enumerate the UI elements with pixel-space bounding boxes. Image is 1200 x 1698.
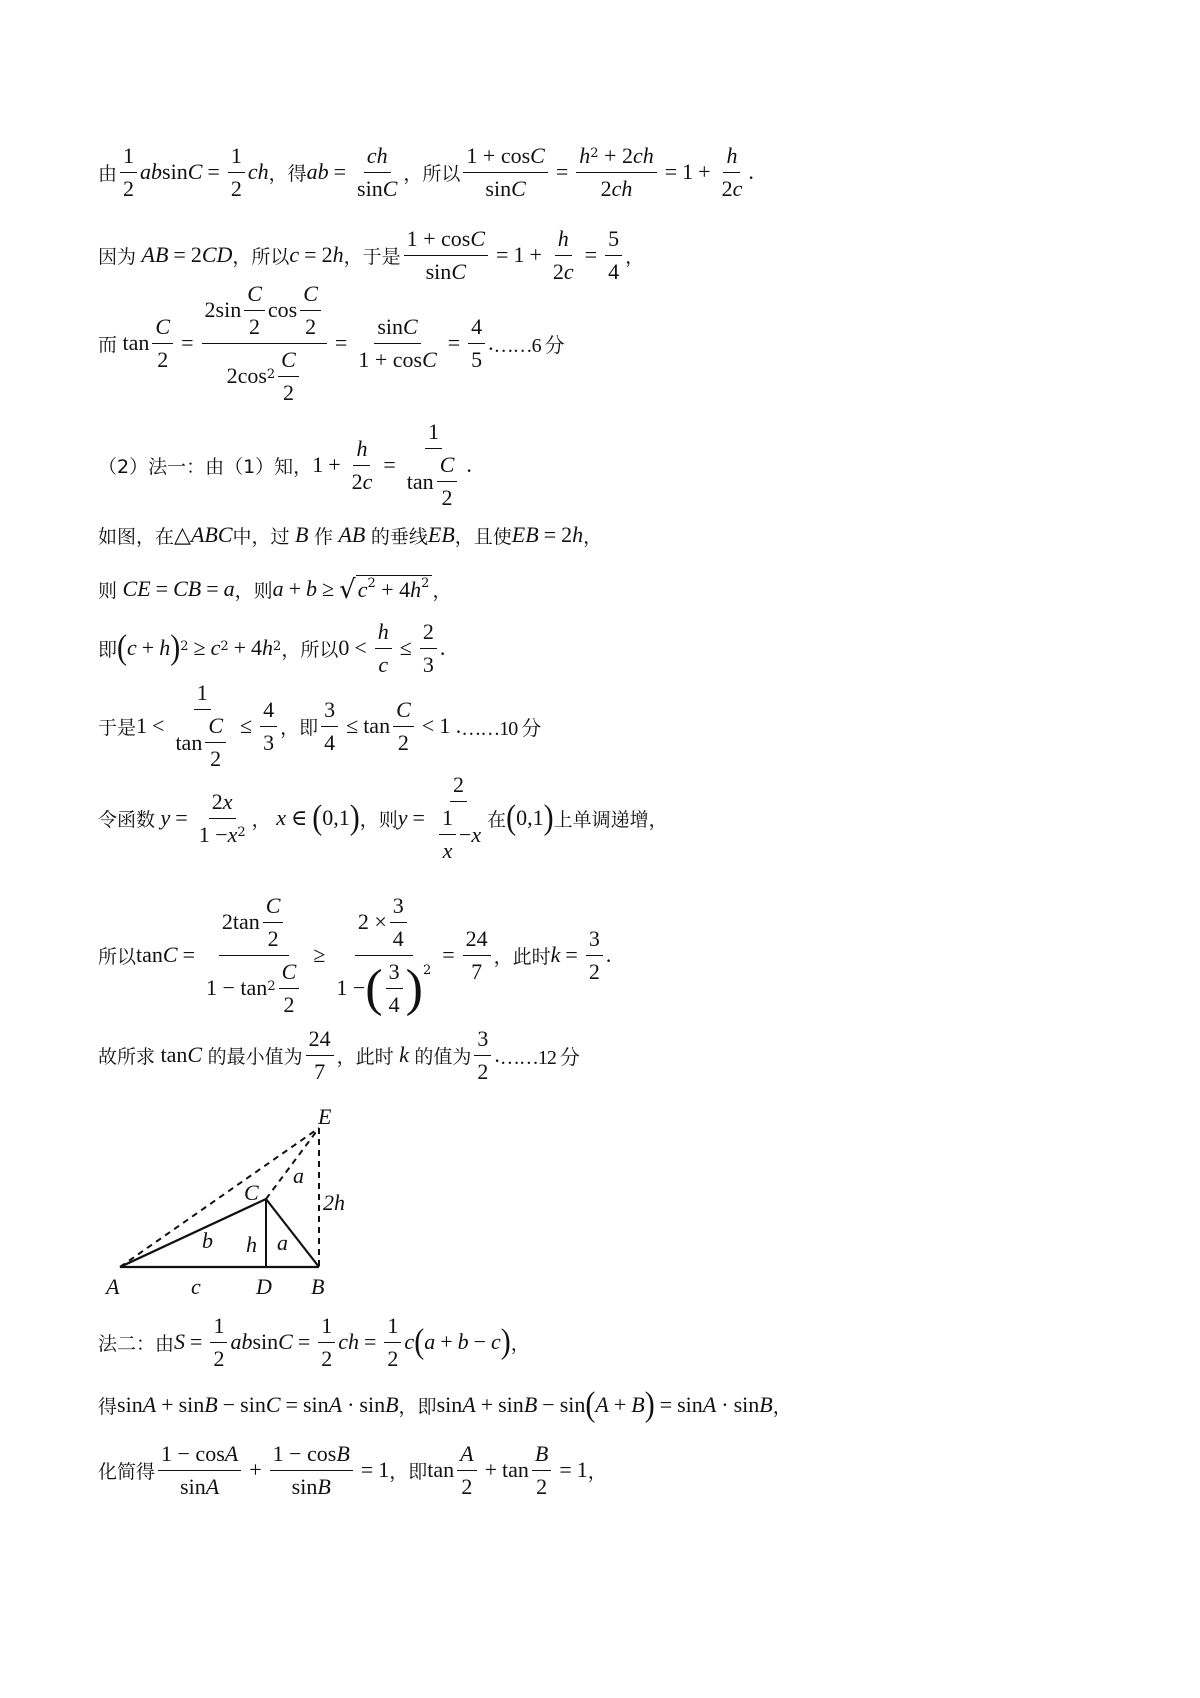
text: ， xyxy=(510,1332,530,1355)
segment-ac xyxy=(120,1199,266,1267)
fraction: $\frac{4}{3}$ xyxy=(260,697,277,756)
text: （2）法一：由（1）知， xyxy=(98,455,313,478)
text: 的值为 xyxy=(414,1045,472,1068)
fraction: 2 x 1 − x 2 xyxy=(198,788,246,847)
fraction: $\frac{24}{7}$ xyxy=(306,1026,334,1085)
line-1: 由 $\frac{1}{2}$ ab sin C = $\frac{1}{2}$ ch ，得 ab = ch sin C ，所以 1 + cos C sin C = h 2 + 2 ch 2 ch = 1 + h 2 c . xyxy=(98,142,754,201)
fraction: $\frac{A}{2}$ xyxy=(457,1441,476,1500)
text: ，即 xyxy=(280,716,319,739)
point-e-label: E xyxy=(318,1104,332,1129)
text: 法二：由 xyxy=(98,1332,175,1355)
fraction: $\frac{3}{2}$ xyxy=(474,1026,491,1085)
fraction: 1 + cos C sin C xyxy=(404,226,488,285)
segment-cb xyxy=(266,1199,319,1267)
fraction: h 2 c xyxy=(351,435,373,494)
line-6: 则 CE = CB = a ，则 a + b ≥ √ $c^2 + 4h^2$ ， xyxy=(98,575,452,605)
line-3: 而 tan $\frac{C}{2}$ = 2sin $\frac{C}{2}$ cos $\frac{C}{2}$ 2cos 2 $\frac{C}{2}$ = sin C 1 + cos C = $\frac{4}{5}$ . ……6 分 xyxy=(98,280,564,405)
text: ， xyxy=(432,579,452,602)
line-7: 即 ( c + h ) 2 ≥ c 2 + 4 h 2 ，所以 0 < $\frac{h}{c}$ ≤ $\frac{2}{3}$ . xyxy=(98,618,446,677)
label-b: b xyxy=(202,1228,213,1253)
text: 在 xyxy=(487,808,507,831)
fraction: $\frac{24}{7}$ xyxy=(463,926,491,985)
line-2: 因为 AB = 2 CD ，所以 c = 2 h ，于是 1 + cos C sin C = 1 + h 2 c = $\frac{5}{4}$ ， xyxy=(98,225,645,284)
text: 如图，在 xyxy=(98,525,175,548)
fraction: 1 tan $\frac{C}{2}$ xyxy=(404,419,464,511)
text: 的垂线 xyxy=(370,525,428,548)
text: 中，过 xyxy=(232,525,290,548)
fraction: $\frac{B}{2}$ xyxy=(532,1441,551,1500)
text: ，所以 xyxy=(232,245,290,268)
fraction: 2sin $\frac{C}{2}$ cos $\frac{C}{2}$ 2cos 2 $\frac{C}{2}$ xyxy=(202,281,327,406)
segment-ae xyxy=(120,1128,319,1267)
label-a-outer: a xyxy=(293,1163,304,1188)
point-a-label: A xyxy=(106,1274,120,1299)
label-a-inner: a xyxy=(277,1230,288,1255)
text: ，所以 xyxy=(281,638,339,661)
fraction: 2tan $\frac{C}{2}$ 1 − tan 2 $\frac{C}{2}$ xyxy=(203,893,305,1018)
fraction: $\frac{C}{2}$ xyxy=(152,314,173,373)
line-9: 令函数 y = 2 x 1 − x 2 ， x ∈ ( 0,1 ) ，则 y = 2 $\frac{1}{x}$ − x 在 ( 0,1 ) 上单调递增， xyxy=(98,772,668,863)
fraction: ch sin C xyxy=(357,142,398,201)
triangle-figure xyxy=(100,1100,360,1305)
text: ，即 xyxy=(389,1460,428,1483)
text: 所以 xyxy=(98,945,137,968)
point-b-label: B xyxy=(311,1274,325,1299)
label-c: c xyxy=(191,1274,201,1299)
score-mark: ……6 分 xyxy=(493,334,564,357)
text: 由 xyxy=(98,162,118,185)
text: 故所求 xyxy=(98,1045,156,1068)
text: ，此时 xyxy=(493,945,551,968)
fraction: 1 − cos A sin A xyxy=(158,1441,241,1500)
line-13: 得 sin A + sin B − sin C = sin A · sin B ，即 sin A + sin B − sin ( A + B ) = sin A · sin B ， xyxy=(98,1385,792,1424)
fraction: $\frac{1}{2}$ xyxy=(384,1313,401,1372)
fraction: h 2 + 2 ch 2 ch xyxy=(576,143,656,202)
text: ，则 xyxy=(359,808,398,831)
fraction: 2 × $\frac{3}{4}$ 1 − ( $\frac{3}{4}$ ) 2 xyxy=(336,892,432,1017)
text: ，得 xyxy=(268,162,307,185)
text: ， xyxy=(583,525,603,548)
fraction: $\frac{1}{2}$ xyxy=(120,143,137,202)
line-12: 法二：由 S = $\frac{1}{2}$ ab sin C = $\frac{1}{2}$ ch = $\frac{1}{2}$ c ( a + b − c ) ， xyxy=(98,1312,530,1371)
text: ， xyxy=(772,1395,792,1418)
text: 的最小值为 xyxy=(207,1045,303,1068)
label-2h: 2h xyxy=(323,1190,345,1215)
fraction: 2 $\frac{1}{x}$ − x xyxy=(433,772,484,864)
text: 上单调递增， xyxy=(553,808,668,831)
text: 即 xyxy=(98,638,118,661)
text: ，即 xyxy=(398,1395,437,1418)
text: ， xyxy=(587,1460,607,1483)
fraction: $\frac{1}{2}$ xyxy=(318,1313,335,1372)
fraction: $\frac{4}{5}$ xyxy=(468,314,485,373)
text: ， xyxy=(251,808,271,831)
text: 则 xyxy=(98,579,118,602)
label-h: h xyxy=(246,1232,257,1257)
line-14: 化简得 1 − cos A sin A + 1 − cos B sin B = 1 ，即 tan $\frac{A}{2}$ + tan $\frac{B}{2}$ = 1 ， xyxy=(98,1440,607,1499)
fraction: $\frac{2}{3}$ xyxy=(420,619,437,678)
text: 得 xyxy=(98,1395,118,1418)
text: ，则 xyxy=(234,579,273,602)
point-c-label: C xyxy=(244,1180,259,1205)
square-root: √ $c^2 + 4h^2$ xyxy=(339,575,432,603)
text: 作 xyxy=(313,525,333,548)
text: 而 xyxy=(98,333,118,356)
text: 于是 xyxy=(98,716,137,739)
fraction: h 2 c xyxy=(552,225,574,284)
fraction: 1 − cos B sin B xyxy=(270,1441,353,1500)
fraction: $\frac{1}{2}$ xyxy=(210,1313,227,1372)
score-mark: ……12 分 xyxy=(499,1046,579,1069)
text: ，此时 xyxy=(336,1045,394,1068)
score-mark: ……10 分 xyxy=(461,717,541,740)
text: ， xyxy=(625,245,645,268)
line-11: 故所求 tan C 的最小值为 $\frac{24}{7}$ ，此时 k 的值为 $\frac{3}{2}$ . ……12 分 xyxy=(98,1025,579,1084)
line-5: 如图，在 △ ABC 中，过 B 作 AB 的垂线 EB ，且使 EB = 2 h ， xyxy=(98,522,603,548)
fraction: sin C 1 + cos C xyxy=(358,313,437,372)
text: ，所以 xyxy=(403,162,461,185)
line-4: （2）法一：由（1）知， 1 + h 2 c = 1 tan $\frac{C}{2}$ . xyxy=(98,419,472,510)
fraction: $\frac{C}{2}$ xyxy=(393,697,414,756)
fraction: $\frac{3}{4}$ xyxy=(321,697,338,756)
fraction: $\frac{5}{4}$ xyxy=(605,226,622,285)
text: 化简得 xyxy=(98,1460,156,1483)
fraction: $\frac{h}{c}$ xyxy=(375,619,392,678)
text: 因为 xyxy=(98,245,137,268)
text: ，于是 xyxy=(343,245,401,268)
line-8: 于是 1 < 1 tan $\frac{C}{2}$ ≤ $\frac{4}{3}$ ，即 $\frac{3}{4}$ ≤ tan $\frac{C}{2}$ < 1 . ……10 分 xyxy=(98,680,541,771)
fraction: 1 + cos C sin C xyxy=(463,143,547,202)
fraction: h 2 c xyxy=(721,142,743,201)
fraction: 1 tan $\frac{C}{2}$ xyxy=(172,680,232,772)
text: ，且使 xyxy=(454,525,512,548)
line-10: 所以 tan C = 2tan $\frac{C}{2}$ 1 − tan 2 $\frac{C}{2}$ ≥ 2 × $\frac{3}{4}$ 1 − ( $\frac{3}{4}$ ) 2 = $\frac{24}{7}$ ，此时 k = $\frac{3}{2}$ . xyxy=(98,892,612,1017)
point-d-label: D xyxy=(256,1274,272,1299)
fraction: $\frac{1}{2}$ xyxy=(228,143,245,202)
text: 令函数 xyxy=(98,808,156,831)
fraction: $\frac{3}{2}$ xyxy=(586,926,603,985)
